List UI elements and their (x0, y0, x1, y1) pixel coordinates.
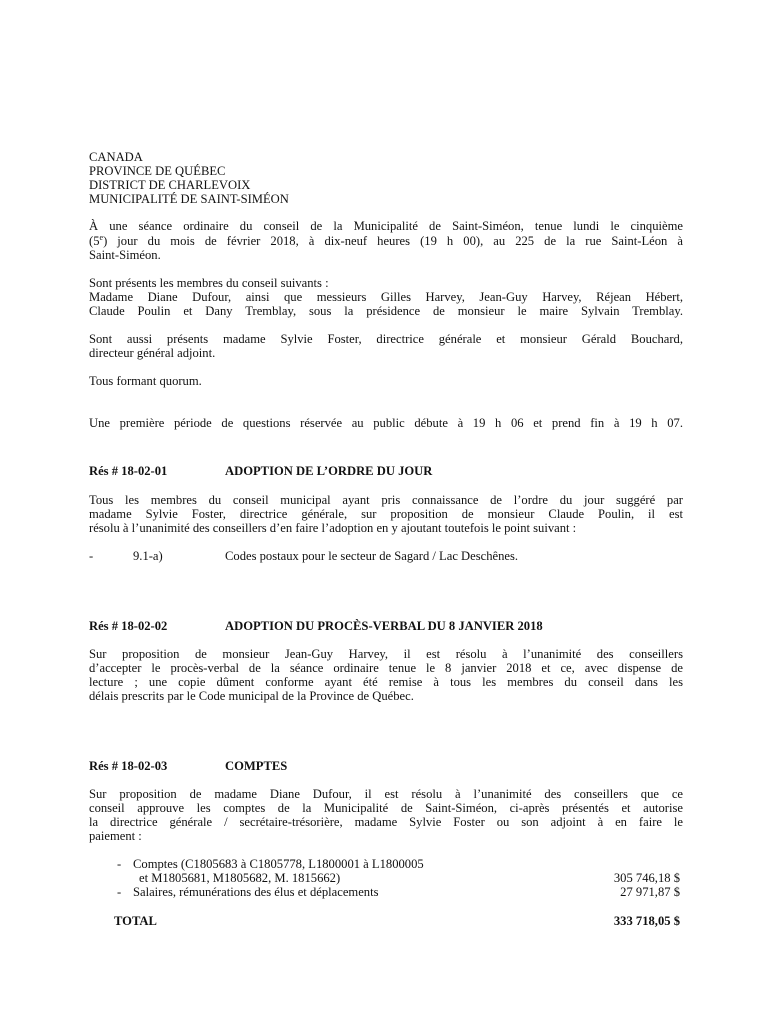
res3-number: Rés # 18-02-03 (89, 759, 168, 773)
intro-superscript: e (99, 232, 104, 242)
also-present-line-2: directeur général adjoint. (89, 346, 216, 360)
header-country: CANADA (89, 150, 143, 164)
res3-title: COMPTES (225, 759, 288, 773)
res2-line-4: délais prescrits par le Code municipal de la Province de Québec. (89, 689, 414, 703)
res1-number: Rés # 18-02-01 (89, 464, 168, 478)
res2-line-1: Sur proposition de monsieur Jean-Guy Harvey, il est résolu à l’unanimité des conseillers (89, 647, 683, 661)
accounts-item-1-dash: - (117, 857, 122, 871)
accounts-item-1-line-2: et M1805681, M1805682, M. 1815662) (139, 871, 341, 885)
present-line-3: Claude Poulin et Dany Tremblay, sous la présidence de monsieur le maire Sylvain Tremblay. (89, 304, 683, 318)
header-district: DISTRICT DE CHARLEVOIX (89, 178, 251, 192)
accounts-item-2-amount: 27 971,87 $ (620, 885, 680, 899)
intro-line-2: (5e) jour du mois de février 2018, à dix-neuf heures (19 h 00), au 225 de la rue Saint-Léon à (89, 232, 683, 248)
res1-item-code: 9.1-a) (133, 549, 163, 563)
res2-title: ADOPTION DU PROCÈS-VERBAL DU 8 JANVIER 2018 (225, 619, 543, 633)
res1-item-dash: - (89, 549, 94, 563)
res1-title: ADOPTION DE L’ORDRE DU JOUR (225, 464, 433, 478)
accounts-total-amount: 333 718,05 $ (613, 914, 680, 928)
question-period-text: Une première période de questions réservée au public débute à 19 h 06 et prend fin à 19 h 07. (89, 416, 683, 430)
header-province: PROVINCE DE QUÉBEC (89, 164, 226, 178)
also-present-line-1: Sont aussi présents madame Sylvie Foster, directrice générale et monsieur Gérald Bouchard, (89, 332, 683, 346)
accounts-total-label: TOTAL (114, 914, 157, 928)
intro-line-3: Saint-Siméon. (89, 248, 161, 262)
res2-line-3: lecture ; une copie dûment conforme ayant été remise à tous les membres du conseil dans les (89, 675, 683, 689)
accounts-item-2-line-1: Salaires, rémunérations des élus et déplacements (133, 885, 379, 899)
res2-line-2: d’accepter le procès-verbal de la séance ordinaire tenue le 8 janvier 2018 et ce, avec dispense de (89, 661, 683, 675)
res1-line-2: madame Sylvie Foster, directrice générale, sur proposition de monsieur Claude Poulin, il est (89, 507, 683, 521)
present-line-2: Madame Diane Dufour, ainsi que messieurs Gilles Harvey, Jean-Guy Harvey, Réjean Hébert, (89, 290, 683, 304)
intro-line-1: À une séance ordinaire du conseil de la Municipalité de Saint-Siméon, tenue lundi le cinquième (89, 219, 683, 233)
quorum-text: Tous formant quorum. (89, 374, 202, 388)
res1-line-1: Tous les membres du conseil municipal ayant pris connaissance de l’ordre du jour suggéré par (89, 493, 683, 507)
accounts-item-1-line-1: Comptes (C1805683 à C1805778, L1800001 à L1800005 (133, 857, 424, 871)
header-municipality: MUNICIPALITÉ DE SAINT-SIMÉON (89, 192, 289, 206)
res2-number: Rés # 18-02-02 (89, 619, 168, 633)
res3-line-2: conseil approuve les comptes de la Municipalité de Saint-Siméon, ci-après présentés et autorise (89, 801, 683, 815)
res3-line-1: Sur proposition de madame Diane Dufour, il est résolu à l’unanimité des conseillers que ce (89, 787, 683, 801)
res3-line-4: paiement : (89, 829, 142, 843)
res1-item-text: Codes postaux pour le secteur de Sagard / Lac Deschênes. (225, 549, 519, 563)
accounts-item-2-dash: - (117, 885, 122, 899)
present-line-1: Sont présents les membres du conseil suivants : (89, 276, 329, 290)
res1-line-3: résolu à l’unanimité des conseillers d’en faire l’adoption en y ajoutant toutefois le point suivant : (89, 521, 577, 535)
res3-line-3: la directrice générale / secrétaire-trésorière, madame Sylvie Foster ou son adjoint à en faire le (89, 815, 683, 829)
accounts-item-1-amount: 305 746,18 $ (613, 871, 680, 885)
